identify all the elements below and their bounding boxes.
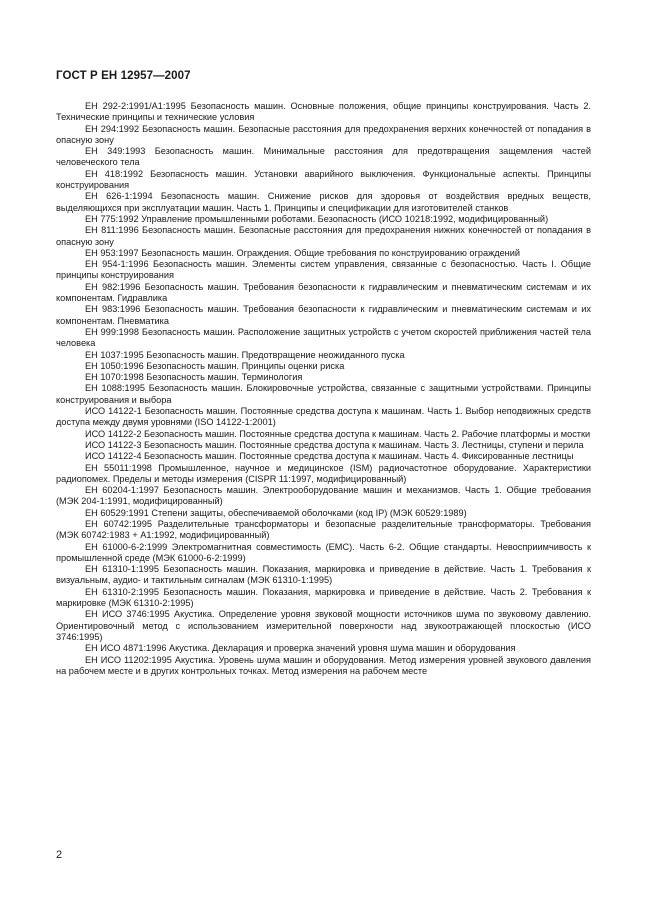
reference-item: ЕН 811:1996 Безопасность машин. Безопасные расстояния для предохранения нижних конечностей от попадания в опасную зону [56,225,591,247]
reference-item: ЕН 983:1996 Безопасность машин. Требования безопасности к гидравлическим и пневматическим системам и их компонентам. Пневматика [56,304,591,326]
reference-item: ЕН 60529:1991 Степени защиты, обеспечиваемой оболочками (код IP) (МЭК 60529:1989) [85,507,467,518]
reference-item: ЕН 349:1993 Безопасность машин. Минимальные расстояния для предотвращения защемления частей человеческого тела [56,146,591,168]
reference-item: ЕН 418:1992 Безопасность машин. Установки аварийного выключения. Функциональные аспекты. Принципы конструирования [56,168,591,191]
reference-item: ЕН 953:1997 Безопасность машин. Ограждения. Общие требования по конструированию ограждений [85,247,521,258]
reference-item: ИСО 14122-1 Безопасность машин. Постоянные средства доступа к машинам. Часть 1. Выбор неподвижных средств доступа между двумя уровнями (ISO 14122-1:2001) [56,406,591,428]
reference-item: ЕН ИСО 11202:1995 Акустика. Уровень шума машин и оборудования. Метод измерения уровней звукового давления на рабочем месте и в других контрольных точках. Метод измерения на рабочем месте [56,654,591,676]
reference-item: ИСО 14122-2 Безопасность машин. Постоянные средства доступа к машинам. Часть 2. Рабочие платформы и мостки [85,428,591,439]
reference-item: ЕН ИСО 3746:1995 Акустика. Определение уровня звуковой мощности источников шума по звуковому давлению. Ориентировочный метод с использованием измерительной поверхности над звукоотражающей плоскостью (ИСО 3746:1995) [56,609,591,642]
page-number: 2 [56,849,63,861]
reference-item: ЕН 294:1992 Безопасность машин. Безопасные расстояния для предохранения верхних конечностей от попадания в опасную зону [56,123,591,145]
reference-item: ЕН 292-2:1991/А1:1995 Безопасность машин. Основные положения, общие принципы конструирования. Часть 2. Технические принципы и технические условия [56,101,591,123]
reference-item: ЕН 1050:1996 Безопасность машин. Принципы оценки риска [85,360,345,371]
reference-item: ИСО 14122-3 Безопасность машин. Постоянные средства доступа к машинам. Часть 3. Лестницы, ступени и перила [85,439,584,450]
reference-item: ИСО 14122-4 Безопасность машин. Постоянные средства доступа к машинам. Часть 4. Фиксированные лестницы [85,451,574,462]
reference-item: ЕН 982:1996 Безопасность машин. Требования безопасности к гидравлическим и пневматическим системам и их компонентам. Гидравлика [56,281,591,304]
reference-item: ЕН 999:1998 Безопасность машин. Расположение защитных устройств с учетом скоростей приближения частей тела человека [56,326,591,349]
reference-item: ЕН 61310-1:1995 Безопасность машин. Показания, маркировка и приведение в действие. Часть 1. Требования к визуальным, аудио- и тактильным сигналам (МЭК 61310-1:1995) [56,564,591,586]
reference-item: ЕН ИСО 4871:1996 Акустика. Декларация и проверка значений уровня шума машин и оборудования [85,643,516,654]
reference-item: ЕН 55011:1998 Промышленное, научное и медицинское (ISM) радиочастотное оборудование. Характеристики радиопомех. Пределы и методы измерения (CISPR 11:1997, модифицированный) [56,462,591,484]
reference-item: ЕН 626-1:1994 Безопасность машин. Снижение рисков для здоровья от воздействия вредных веществ, выделяющихся при эксплуатации машин. Часть 1. Принципы и спецификации для изготовителей станков [56,191,591,213]
reference-item: ЕН 954-1:1996 Безопасность машин. Элементы систем управления, связанные с безопасностью. Часть I. Общие принципы конструирования [56,259,591,281]
reference-item: ЕН 61310-2:1995 Безопасность машин. Показания, маркировка и приведение в действие. Часть 2. Требования к маркировке (МЭК 61310-2:1995) [56,586,591,609]
reference-item: ЕН 60742:1995 Разделительные трансформаторы и безопасные разделительные трансформаторы. Требования (МЭК 60742:1983 + А1:1992, модифицированный) [56,518,591,541]
reference-item: ЕН 60204-1:1997 Безопасность машин. Электрооборудование машин и механизмов. Часть 1. Общие требования (МЭК 204-1:1991, модифицированный) [56,485,591,507]
normative-references-list [56,101,591,677]
reference-item: ЕН 775:1992 Управление промышленными роботами. Безопасность (ИСО 10218:1992, модифицированный) [85,213,549,224]
reference-item: ЕН 1070:1998 Безопасность машин. Терминология [85,372,303,383]
reference-item: ЕН 1037:1995 Безопасность машин. Предотвращение неожиданного пуска [85,349,405,360]
page-header-standard-code: ГОСТ Р ЕН 12957—2007 [56,70,191,82]
reference-item: ЕН 1088:1995 Безопасность машин. Блокировочные устройства, связанные с защитными устройствами. Принципы конструирования и выбора [56,383,591,405]
reference-item: ЕН 61000-6-2:1999 Электромагнитная совместимость (ЕМС). Часть 6-2. Общие стандарты. Невосприимчивость к промышленной среде (МЭК 61000-6-2:1999) [56,541,591,563]
